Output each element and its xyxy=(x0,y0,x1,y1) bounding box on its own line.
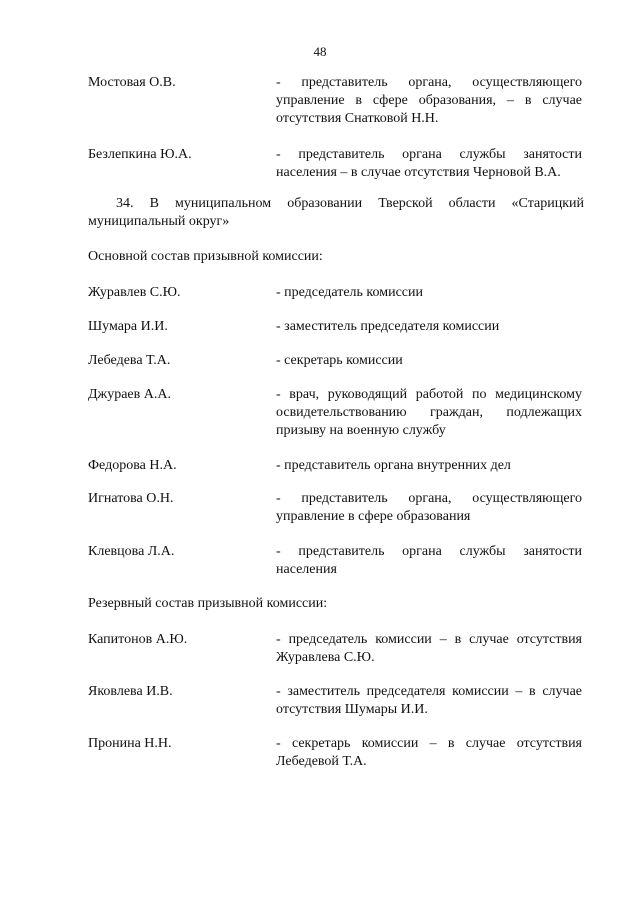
member-role: - секретарь комиссии xyxy=(276,353,403,368)
member-role: - представитель органа, осуществляющего управление в сфере образования xyxy=(276,491,582,524)
member-role: - секретарь комиссии – в случае отсутствия Лебедевой Т.А. xyxy=(276,736,582,769)
member-role: - представитель органа службы занятости населения xyxy=(276,544,582,577)
main-composition-heading: Основной состав призывной комиссии: xyxy=(88,249,323,264)
member-role: - заместитель председателя комиссии xyxy=(276,319,500,334)
member-name: Игнатова О.Н. xyxy=(88,491,174,506)
section-paragraph: 34. В муниципальном образовании Тверской области «Старицкий муниципальный округ» xyxy=(88,196,584,229)
member-name: Шумара И.И. xyxy=(88,319,168,334)
member-name: Федорова Н.А. xyxy=(88,458,177,473)
member-role: - представитель органа, осуществляющего управление в сфере образования, – в случае отсутствия Снатковой Н.Н. xyxy=(276,75,582,126)
member-name: Мостовая О.В. xyxy=(88,75,176,90)
reserve-composition-heading: Резервный состав призывной комиссии: xyxy=(88,596,328,611)
member-name: Джураев А.А. xyxy=(88,387,171,402)
member-name: Журавлев С.Ю. xyxy=(88,285,181,300)
member-name: Безлепкина Ю.А. xyxy=(88,147,192,162)
member-role: - заместитель председателя комиссии – в случае отсутствия Шумары И.И. xyxy=(276,684,582,717)
member-role: - председатель комиссии – в случае отсутствия Журавлева С.Ю. xyxy=(276,632,582,665)
member-role: - председатель комиссии xyxy=(276,285,423,300)
member-role: - врач, руководящий работой по медицинскому освидетельствованию граждан, подлежащих призыву на военную службу xyxy=(276,387,582,438)
member-role: - представитель органа внутренних дел xyxy=(276,458,511,473)
member-name: Клевцова Л.А. xyxy=(88,544,175,559)
member-name: Пронина Н.Н. xyxy=(88,736,172,751)
page-number: 48 xyxy=(313,44,327,59)
member-name: Яковлева И.В. xyxy=(88,684,173,699)
member-name: Лебедева Т.А. xyxy=(88,353,171,368)
member-name: Капитонов А.Ю. xyxy=(88,632,188,647)
member-role: - представитель органа службы занятости населения – в случае отсутствия Черновой В.А. xyxy=(276,147,582,180)
